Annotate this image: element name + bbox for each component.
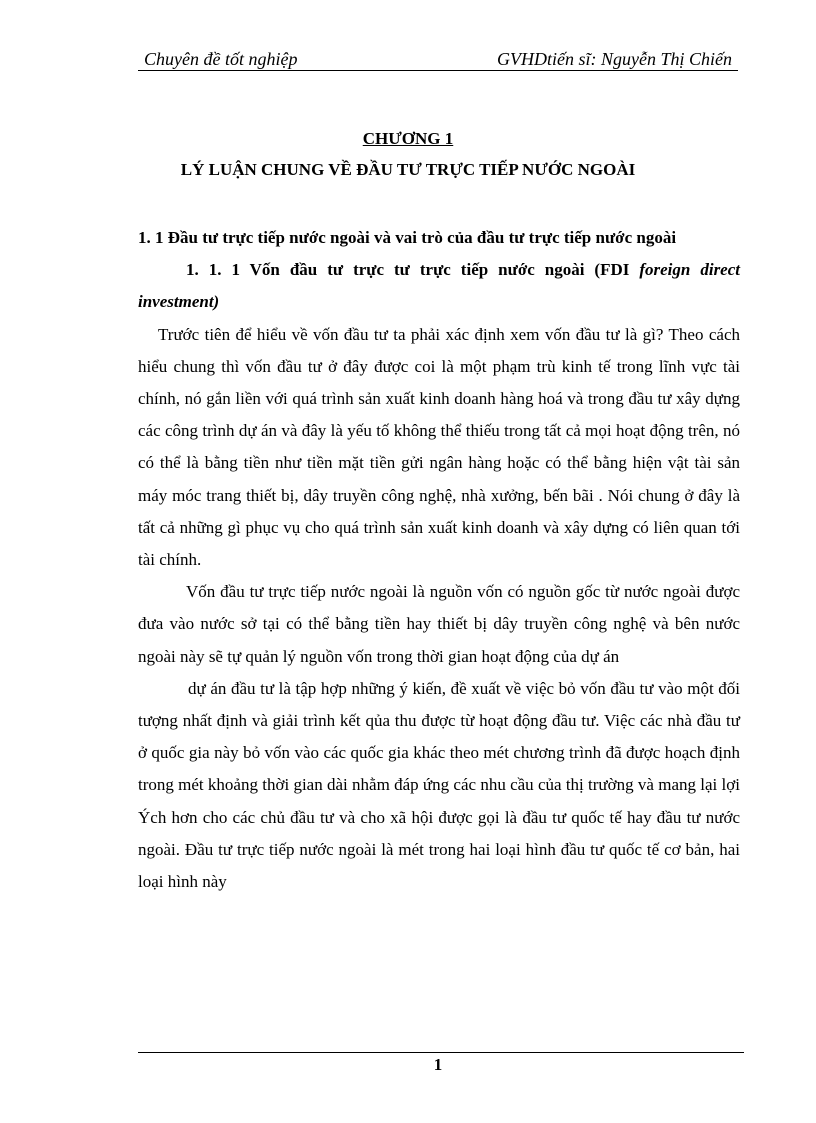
section-heading: 1. 1 Đầu tư trực tiếp nước ngoài và vai trò của đầu tư trực tiếp nước ngoài bbox=[138, 228, 677, 247]
header-left-text: Chuyên đề tốt nghiệp bbox=[144, 49, 298, 69]
chapter-number-text: CHƯƠNG 1 bbox=[362, 129, 454, 148]
chapter-number bbox=[0, 128, 816, 150]
footer-rule bbox=[138, 1052, 744, 1053]
paragraph-1: Trước tiên để hiểu về vốn đầu tư ta phải xác định xem vốn đầu tư là gì? Theo cách hiểu chung thì vốn đầu tư ở đây được coi là một phạm trù kinh tế trong lĩnh vực tài chính, nó gắn liền với quá trình sản xuất kinh doanh hàng hoá và trong đầu tư xây dựng các công trình dự án và đây là yếu tố không thể thiếu trong tất cả mọi hoạt động trên, nó có thể là bằng tiền như tiền mặt tiền gửi ngân hàng hoặc có thể bằng hiện vật tài sản máy móc trang thiết bị, dây truyền công nghệ, nhà xưởng, bến bãi . Nói chung ở đây là tất cả những gì phục vụ cho quá trình sản xuất kinh doanh và xây dựng có liên quan tới tài chính. bbox=[138, 324, 740, 570]
paragraph-2: Vốn đầu tư trực tiếp nước ngoài là nguồn vốn có nguồn gốc từ nước ngoài được đưa vào nước sở tại có thể bằng tiền hay thiết bị dây truyền công nghệ và bên nước ngoài này sẽ tự quản lý nguồn vốn trong thời gian hoạt động của dự án bbox=[138, 582, 740, 666]
page-number: 1 bbox=[433, 1055, 443, 1074]
paragraph-3: dự án đầu tư là tập hợp những ý kiến, đề xuất về việc bỏ vốn đầu tư vào một đối tượng nhất định và giải trình kết qủa thu được từ hoạt động đầu tư. Việc các nhà đầu tư ở quốc gia này bỏ vốn vào các quốc gia khác theo mét chương trình đã được hoạch định trong mét khoảng thời gian dài nhằm đáp ứng các nhu cầu của thị trường và mang lại lợi Ých hơn cho các chủ đầu tư và cho xã hội được gọi là đầu tư quốc tế hay đầu tư nước ngoài. Đầu tư trực tiếp nước ngoài là mét trong hai loại hình đầu tư quốc tế cơ bản, hai loại hình này bbox=[138, 678, 740, 892]
subsection-heading-italic: foreign direct investment) bbox=[138, 260, 740, 312]
page-header bbox=[138, 48, 738, 71]
document-body bbox=[138, 222, 740, 898]
chapter-title: LÝ LUẬN CHUNG VỀ ĐẦU TƯ TRỰC TIẾP NƯỚC NGOÀI bbox=[180, 160, 636, 179]
subsection-heading bbox=[138, 254, 740, 318]
header-right-text: GVHDtiến sĩ: Nguyễn Thị Chiến bbox=[497, 49, 732, 69]
subsection-heading-text: 1. 1. 1 Vốn đầu tư trực tư trực tiếp nước ngoài (FDI bbox=[186, 260, 640, 280]
